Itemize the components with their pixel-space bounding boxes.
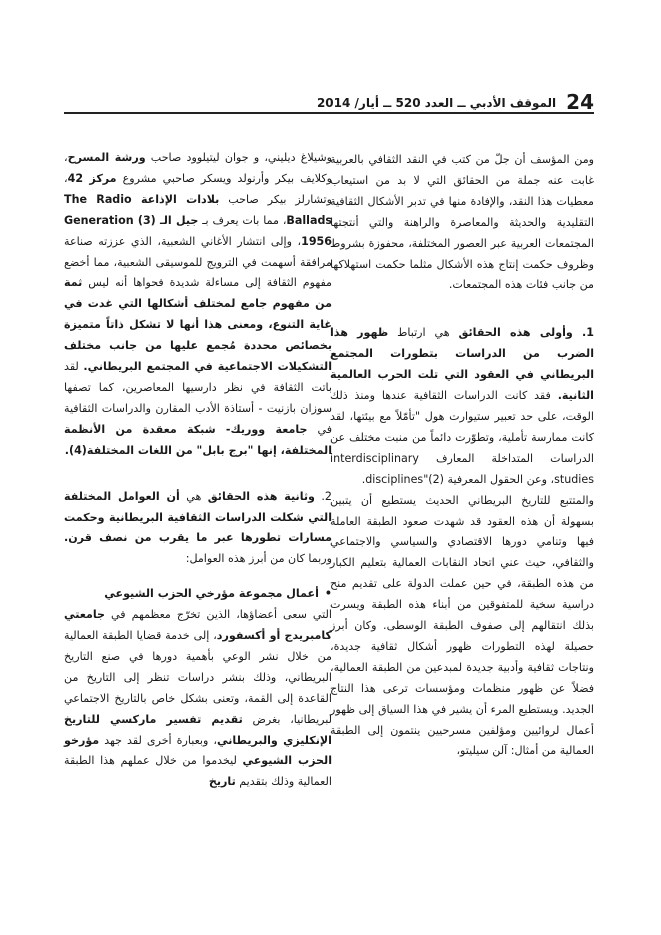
item-2-paragraph [64,487,332,571]
bullet-title: أعمال مجموعة مؤرخي الحزب الشيوعي [104,587,319,601]
item-1-paragraph [330,323,594,490]
left-column [64,148,332,793]
party-historians: مؤرخو الحزب الشيوعي [64,733,333,768]
item-1-mid: هي ارتباط [388,326,459,340]
text-run: التي سعى أعضاؤها، الذين تخرّج معظمهم في [105,608,332,622]
right-column [330,150,594,762]
cambridge-oxford: جامعتي كامبريدج أو أكسفورد [64,608,332,643]
text-run: ، وكلايف بيكر وأرنولد ويسكر صاحبي مشروع [64,151,332,185]
intro-paragraph: ومن المؤسف أن جلّ من كتب في النقد الثقافي بالعربية غابت عنه جملة من الحقائق التي لا بد من استيعاب معطيات هذا النقد، والإفادة منها في تدبر الأشكال الثقافية التقليدية والحديثة والمعاصرة والراهنة والتي أنتجتها المجتمعات العربية عبر العصور المختلفة، محفوزة بشروط وظروف حكمت إنتاج هذه الأشكال مثلما حكمت استهلاكها من جانب فئات هذه المجتمعات. [330,153,594,292]
item-1-bold: ظهور هذا الضرب من الدراسات بتطورات المجتمع البريطاني في العقود التي تلت الحرب العالمية الثانية. [330,326,594,403]
item-2-lead: وثانية هذه الحقائق [207,489,315,503]
text-run: ، إلى خدمة قضايا الطبقة العمالية من خلال نشر الوعي بأهمية دورها في صنع التاريخ البريطاني، وذلك بنشر دراسات تنظر إلى التاريخ من القاعدة إلى القمة، وتعنى بشكل خاص بالتاريخ الاجتماعي لبريطانيا، بغرض [64,629,333,726]
theatre-workshop: ورشة المسرح [67,151,146,164]
radio-ballads: بلادات الإذاعة The Radio Ballads [64,192,332,227]
text-run: لقد باتت الثقافة في نظر دارسيها المعاصرين، كما تصفها سوزان بازنيت - أستاذة الأدب المقارن والدراسات الثقافية في [64,360,333,436]
text-run: ليخدموا من خلال عملهم هذا الطبقة العمالية وذلك بتقديم [64,754,332,789]
text-run: ، مما بات يعرف بـ [198,213,287,227]
item-2-bold: أن العوامل المختلفة التي شكلت الدراسات الثقافية البريطانية وحكمت مسارات تطورها عبر ما يقرب من نصف قرن. [64,489,332,545]
text-run: وشيلاغ ديليني، و جوان ليتيلوود صاحب [145,151,332,164]
item-1-lead: 1. وأولى هذه الحقائق [458,326,594,340]
text-run: ، وبعبارة أخرى لقد جهد [99,733,217,747]
text-run: هي [179,489,208,503]
generation-paragraph [64,148,332,462]
text-run: ، وتشارلز بيكر صاحب [64,171,332,206]
warwick-bold: جامعة ووريك- شبكة معقدة من الأنظمة المختلفة، إنها "برج بابل" من اللغات المختلفة(4). [64,422,332,457]
page-header [64,82,594,112]
text-run: ، وإلى انتشار الأغاني الشعبية، الذي عززته صناعة مرافقة أسهمت في الترويج للموسيقى الشعبية، مما أخضع مفهوم الثقافة إلى مساءلة شديدة فحواها أنه ليس [64,234,332,290]
item-2-number: 2. [314,489,332,503]
history-word: تاريخ [208,775,236,789]
journal-issue-line: الموقف الأدبي ــ العدد 520 ــ أيار/ 2014 [316,96,557,110]
generation-1956: جيل الـ (3) Generation 1956 [64,213,332,248]
text-run: وربما كان من أبرز هذه العوامل: [185,552,332,566]
history-paragraph: والمتتبع للتاريخ البريطاني الحديث يستطيع أن يتبين بسهولة أن هذه العقود قد شهدت صعود الطبقة العاملة فيها وتنامي دورها الاقتصادي والسياسي والاجتماعي والثقافي، حيث عني اتحاد النقابات العمالية بتعليم الكبار من هذه الطبقة، في حين عملت الدولة على تقديم منح دراسية سخية للمتفوقين من أبناء هذه الطبقة ويسرت بذلك انتقالهم إلى صفوف الطبقة الوسطى. وكان أبرز حصيلة لهذه التطورات ظهور أشكال ثقافية جديدة، ونتاجات ثقافية وأدبية جديدة لمبدعين من الطبقة العمالية، فضلاً عن ظهور منظمات ومؤسسات ترعى هذا النتاج الجديد. ويستطيع المرء أن يشير في هذا السياق إلى ظهور أعمال لروائيين ومؤلفين مسرحيين ينتمون إلى الطبقة العمالية من أمثال: آلن سيليتو، [330,493,594,758]
header-rule [64,112,594,114]
bullet-paragraph [64,584,332,793]
page-number: 24 [566,90,594,114]
culture-concept-bold: ثمة من مفهوم جامع لمختلف أشكالها التي غدت في غاية التنوع، ومعنى هذا أنها لا تشكل ذاتاً متميزة بخصائص محددة مُجمع عليها من جانب مختلف التشكيلات الاجتماعية في المجتمع البريطاني. [64,276,333,374]
centre-42: مركز 42 [67,171,117,185]
marxist-interpretation: تقديم تفسير ماركسي للتاريخ الإنكليزي والبريطاني [64,712,332,747]
item-1-rest: فقد كانت الدراسات الثقافية عندها ومنذ ذلك الوقت، على حد تعبير ستيوارت هول "تأمّلاً مع بيئتها، لقد كانت ممارسة تأملية، وتطوّرت دائماً من منبت مختلف عن الدراسات المتداخلة المعارف interdisciplinary studies، وعن الحقول المعرفية disciplines"(2). [330,389,594,486]
bullet-icon: • [324,587,332,601]
